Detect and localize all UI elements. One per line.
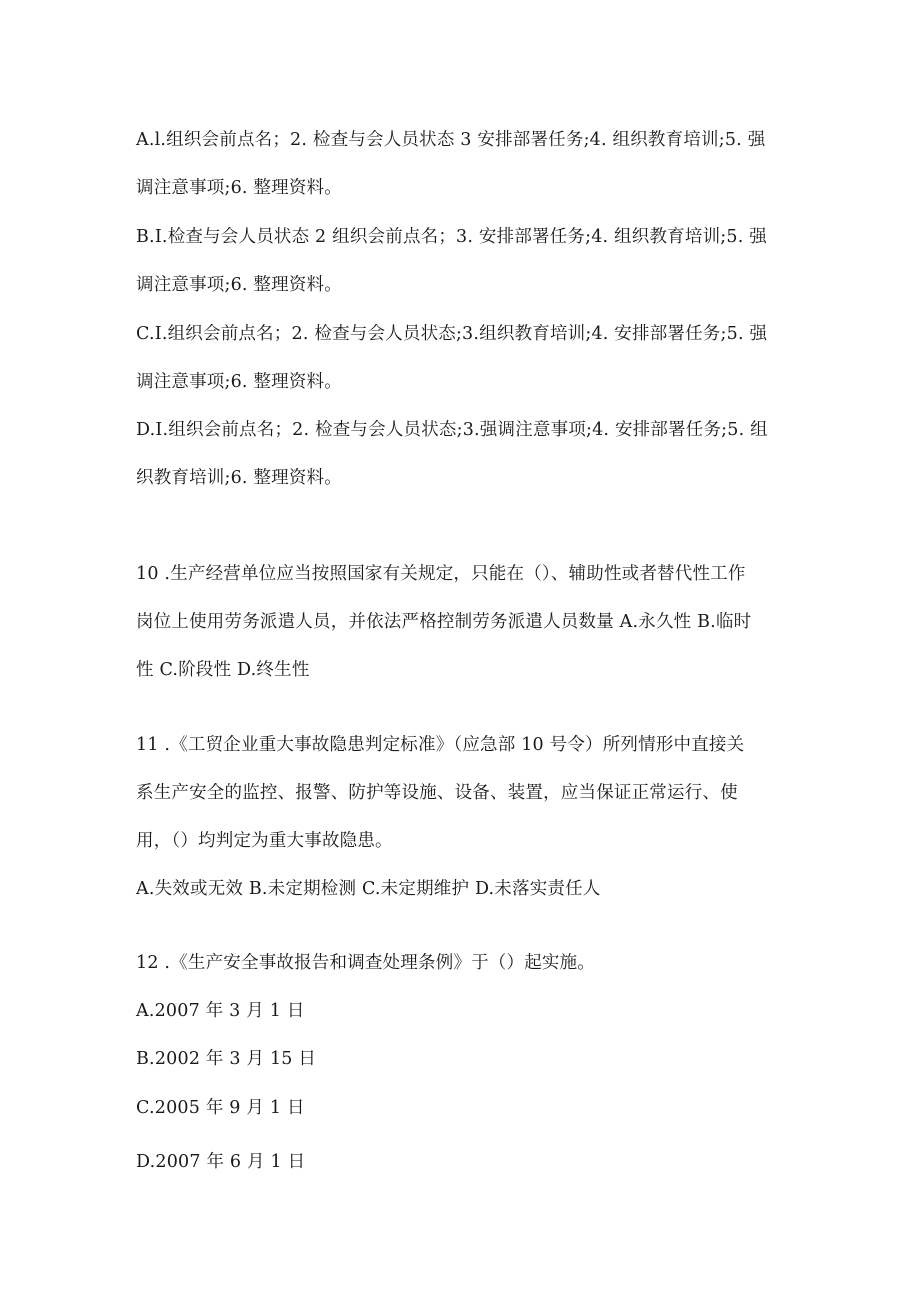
q9-option-b-line1: B.I.检查与会人员状态 2 组织会前点名；3. 安排部署任务;4. 组织教育培训;5. 强 [136,227,767,247]
q9-option-a-line1: A.l.组织会前点名；2. 检查与会人员状态 3 安排部署任务;4. 组织教育培训;5. 强 [136,130,766,150]
q11-line2: 系生产安全的监控、报警、防护等设施、设备、装置，应当保证正常运行、使 [136,783,738,803]
q11-line3: 用，（）均判定为重大事故隐患。 [136,831,393,851]
q9-option-a-line2: 调注意事项;6. 整理资料。 [136,178,342,198]
q11-line1: 11 .《工贸企业重大事故隐患判定标准》（应急部 10 号令）所列情形中直接关 [136,735,745,755]
q10-line3: 性 C.阶段性 D.终生性 [136,660,310,680]
q12-option-d: D.2007 年 6 月 1 日 [136,1152,306,1172]
q9-option-c-line1: C.I.组织会前点名；2. 检查与会人员状态;3.组织教育培训;4. 安排部署任务;5. 强 [136,324,768,344]
q10-line2: 岗位上使用劳务派遣人员，并依法严格控制劳务派遣人员数量 A.永久性 B.临时 [136,612,752,632]
q12-option-a: A.2007 年 3 月 1 日 [136,1001,305,1021]
q9-option-d-line1: D.I.组织会前点名；2. 检查与会人员状态;3.强调注意事项;4. 安排部署任务;5. 组 [136,420,768,440]
q10-line1: 10 .生产经营单位应当按照国家有关规定，只能在（）、辅助性或者替代性工作 [136,564,746,584]
q12-option-c: C.2005 年 9 月 1 日 [136,1098,305,1118]
q12-option-b: B.2002 年 3 月 15 日 [136,1049,317,1069]
q9-option-c-line2: 调注意事项;6. 整理资料。 [136,372,342,392]
q11-options: A.失效或无效 B.未定期检测 C.未定期维护 D.未落实责任人 [136,879,601,899]
q9-option-b-line2: 调注意事项;6. 整理资料。 [136,275,342,295]
q12-stem: 12 .《生产安全事故报告和调查处理条例》于（）起实施。 [136,953,595,973]
q9-option-d-line2: 织教育培训;6. 整理资料。 [136,468,342,488]
